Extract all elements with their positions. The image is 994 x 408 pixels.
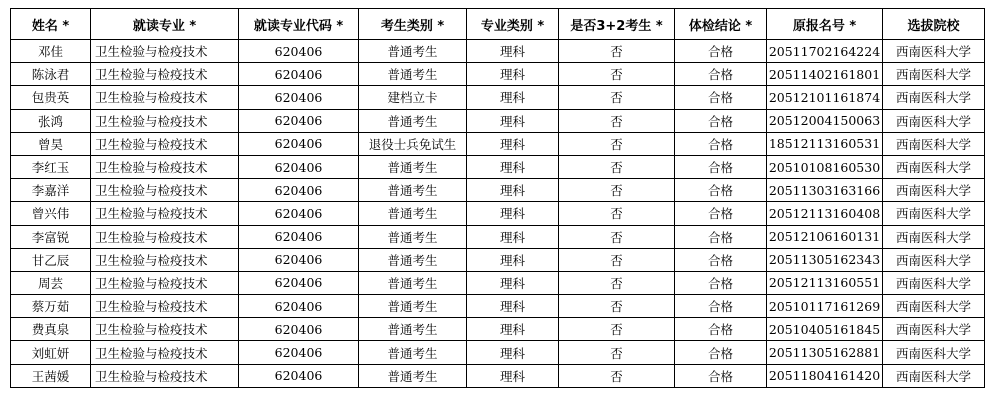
cell-school: 西南医科大学 bbox=[883, 155, 985, 178]
cell-registration-no: 20512106160131 bbox=[767, 225, 883, 248]
cell-3plus2: 否 bbox=[559, 155, 675, 178]
cell-school: 西南医科大学 bbox=[883, 179, 985, 202]
cell-3plus2: 否 bbox=[559, 341, 675, 364]
cell-3plus2: 否 bbox=[559, 202, 675, 225]
cell-major: 卫生检验与检疫技术 bbox=[91, 109, 239, 132]
cell-school: 西南医科大学 bbox=[883, 295, 985, 318]
table-row bbox=[11, 271, 985, 294]
cell-major: 卫生检验与检疫技术 bbox=[91, 248, 239, 271]
cell-3plus2: 否 bbox=[559, 318, 675, 341]
cell-medical-result: 合格 bbox=[675, 40, 767, 63]
table-row bbox=[11, 202, 985, 225]
cell-school: 西南医科大学 bbox=[883, 132, 985, 155]
cell-3plus2: 否 bbox=[559, 248, 675, 271]
cell-candidate-type: 普通考生 bbox=[359, 341, 467, 364]
cell-subject-type: 理科 bbox=[467, 40, 559, 63]
table-row bbox=[11, 155, 985, 178]
cell-major: 卫生检验与检疫技术 bbox=[91, 202, 239, 225]
cell-registration-no: 20512113160551 bbox=[767, 271, 883, 294]
cell-candidate-type: 普通考生 bbox=[359, 364, 467, 387]
cell-3plus2: 否 bbox=[559, 225, 675, 248]
header-subject-type: 专业类别 * bbox=[467, 9, 559, 40]
cell-medical-result: 合格 bbox=[675, 109, 767, 132]
cell-major-code: 620406 bbox=[239, 225, 359, 248]
cell-school: 西南医科大学 bbox=[883, 318, 985, 341]
cell-major-code: 620406 bbox=[239, 40, 359, 63]
cell-subject-type: 理科 bbox=[467, 271, 559, 294]
cell-candidate-type: 普通考生 bbox=[359, 318, 467, 341]
cell-registration-no: 20511702164224 bbox=[767, 40, 883, 63]
cell-3plus2: 否 bbox=[559, 109, 675, 132]
cell-subject-type: 理科 bbox=[467, 179, 559, 202]
cell-major: 卫生检验与检疫技术 bbox=[91, 364, 239, 387]
cell-major: 卫生检验与检疫技术 bbox=[91, 318, 239, 341]
cell-major: 卫生检验与检疫技术 bbox=[91, 295, 239, 318]
cell-major: 卫生检验与检疫技术 bbox=[91, 225, 239, 248]
cell-candidate-type: 普通考生 bbox=[359, 202, 467, 225]
cell-registration-no: 20510108160530 bbox=[767, 155, 883, 178]
cell-candidate-type: 普通考生 bbox=[359, 155, 467, 178]
cell-name: 刘虹妍 bbox=[11, 341, 91, 364]
cell-major-code: 620406 bbox=[239, 202, 359, 225]
cell-major-code: 620406 bbox=[239, 248, 359, 271]
cell-registration-no: 18512113160531 bbox=[767, 132, 883, 155]
cell-registration-no: 20512004150063 bbox=[767, 109, 883, 132]
cell-major: 卫生检验与检疫技术 bbox=[91, 179, 239, 202]
cell-name: 曾昊 bbox=[11, 132, 91, 155]
table-row bbox=[11, 109, 985, 132]
cell-name: 张鸿 bbox=[11, 109, 91, 132]
cell-major-code: 620406 bbox=[239, 63, 359, 86]
cell-major-code: 620406 bbox=[239, 155, 359, 178]
table-row bbox=[11, 179, 985, 202]
table-body bbox=[11, 40, 985, 388]
table-row bbox=[11, 318, 985, 341]
cell-subject-type: 理科 bbox=[467, 109, 559, 132]
cell-medical-result: 合格 bbox=[675, 295, 767, 318]
cell-medical-result: 合格 bbox=[675, 341, 767, 364]
cell-3plus2: 否 bbox=[559, 271, 675, 294]
cell-name: 周芸 bbox=[11, 271, 91, 294]
cell-major: 卫生检验与检疫技术 bbox=[91, 155, 239, 178]
cell-school: 西南医科大学 bbox=[883, 364, 985, 387]
cell-subject-type: 理科 bbox=[467, 295, 559, 318]
cell-major-code: 620406 bbox=[239, 109, 359, 132]
cell-name: 王茜媛 bbox=[11, 364, 91, 387]
cell-medical-result: 合格 bbox=[675, 364, 767, 387]
cell-school: 西南医科大学 bbox=[883, 86, 985, 109]
cell-major-code: 620406 bbox=[239, 341, 359, 364]
cell-major-code: 620406 bbox=[239, 132, 359, 155]
cell-name: 李嘉洋 bbox=[11, 179, 91, 202]
cell-subject-type: 理科 bbox=[467, 364, 559, 387]
header-candidate-type: 考生类别 * bbox=[359, 9, 467, 40]
cell-subject-type: 理科 bbox=[467, 202, 559, 225]
cell-name: 费真泉 bbox=[11, 318, 91, 341]
cell-medical-result: 合格 bbox=[675, 271, 767, 294]
cell-name: 曾兴伟 bbox=[11, 202, 91, 225]
table-row bbox=[11, 86, 985, 109]
cell-3plus2: 否 bbox=[559, 364, 675, 387]
cell-school: 西南医科大学 bbox=[883, 40, 985, 63]
table-row bbox=[11, 40, 985, 63]
cell-major-code: 620406 bbox=[239, 179, 359, 202]
cell-candidate-type: 普通考生 bbox=[359, 295, 467, 318]
header-registration-no: 原报名号 * bbox=[767, 9, 883, 40]
cell-candidate-type: 普通考生 bbox=[359, 271, 467, 294]
cell-candidate-type: 普通考生 bbox=[359, 109, 467, 132]
cell-medical-result: 合格 bbox=[675, 155, 767, 178]
cell-major-code: 620406 bbox=[239, 271, 359, 294]
table-row bbox=[11, 341, 985, 364]
cell-major: 卫生检验与检疫技术 bbox=[91, 86, 239, 109]
header-3plus2: 是否3+2考生 * bbox=[559, 9, 675, 40]
cell-3plus2: 否 bbox=[559, 132, 675, 155]
table-row bbox=[11, 132, 985, 155]
cell-name: 包贵英 bbox=[11, 86, 91, 109]
cell-candidate-type: 普通考生 bbox=[359, 40, 467, 63]
cell-name: 陈泳君 bbox=[11, 63, 91, 86]
cell-school: 西南医科大学 bbox=[883, 63, 985, 86]
cell-major: 卫生检验与检疫技术 bbox=[91, 271, 239, 294]
header-major-code: 就读专业代码 * bbox=[239, 9, 359, 40]
table-row bbox=[11, 364, 985, 387]
cell-subject-type: 理科 bbox=[467, 318, 559, 341]
cell-registration-no: 20511804161420 bbox=[767, 364, 883, 387]
cell-medical-result: 合格 bbox=[675, 63, 767, 86]
cell-school: 西南医科大学 bbox=[883, 109, 985, 132]
cell-major-code: 620406 bbox=[239, 295, 359, 318]
cell-medical-result: 合格 bbox=[675, 202, 767, 225]
cell-school: 西南医科大学 bbox=[883, 341, 985, 364]
cell-medical-result: 合格 bbox=[675, 318, 767, 341]
cell-candidate-type: 普通考生 bbox=[359, 248, 467, 271]
cell-name: 甘乙辰 bbox=[11, 248, 91, 271]
cell-subject-type: 理科 bbox=[467, 132, 559, 155]
cell-subject-type: 理科 bbox=[467, 155, 559, 178]
header-major: 就读专业 * bbox=[91, 9, 239, 40]
cell-registration-no: 20510405161845 bbox=[767, 318, 883, 341]
cell-3plus2: 否 bbox=[559, 86, 675, 109]
table-row bbox=[11, 248, 985, 271]
cell-school: 西南医科大学 bbox=[883, 225, 985, 248]
cell-registration-no: 20511305162881 bbox=[767, 341, 883, 364]
cell-candidate-type: 普通考生 bbox=[359, 179, 467, 202]
cell-name: 邓佳 bbox=[11, 40, 91, 63]
cell-medical-result: 合格 bbox=[675, 132, 767, 155]
cell-registration-no: 20512113160408 bbox=[767, 202, 883, 225]
table-row bbox=[11, 225, 985, 248]
cell-school: 西南医科大学 bbox=[883, 248, 985, 271]
cell-subject-type: 理科 bbox=[467, 225, 559, 248]
cell-3plus2: 否 bbox=[559, 63, 675, 86]
cell-candidate-type: 退役士兵免试生 bbox=[359, 132, 467, 155]
cell-name: 李富锐 bbox=[11, 225, 91, 248]
cell-3plus2: 否 bbox=[559, 179, 675, 202]
cell-major: 卫生检验与检疫技术 bbox=[91, 63, 239, 86]
cell-subject-type: 理科 bbox=[467, 86, 559, 109]
cell-medical-result: 合格 bbox=[675, 179, 767, 202]
cell-candidate-type: 普通考生 bbox=[359, 225, 467, 248]
header-row bbox=[11, 9, 985, 40]
cell-registration-no: 20510117161269 bbox=[767, 295, 883, 318]
header-medical-result: 体检结论 * bbox=[675, 9, 767, 40]
cell-registration-no: 20512101161874 bbox=[767, 86, 883, 109]
cell-major-code: 620406 bbox=[239, 86, 359, 109]
admission-table bbox=[10, 8, 985, 388]
cell-subject-type: 理科 bbox=[467, 341, 559, 364]
cell-candidate-type: 普通考生 bbox=[359, 63, 467, 86]
cell-medical-result: 合格 bbox=[675, 225, 767, 248]
cell-name: 李红玉 bbox=[11, 155, 91, 178]
cell-candidate-type: 建档立卡 bbox=[359, 86, 467, 109]
cell-registration-no: 20511303163166 bbox=[767, 179, 883, 202]
cell-medical-result: 合格 bbox=[675, 248, 767, 271]
cell-major: 卫生检验与检疫技术 bbox=[91, 341, 239, 364]
table-row bbox=[11, 63, 985, 86]
cell-3plus2: 否 bbox=[559, 295, 675, 318]
cell-subject-type: 理科 bbox=[467, 63, 559, 86]
cell-3plus2: 否 bbox=[559, 40, 675, 63]
cell-registration-no: 20511305162343 bbox=[767, 248, 883, 271]
cell-subject-type: 理科 bbox=[467, 248, 559, 271]
cell-school: 西南医科大学 bbox=[883, 202, 985, 225]
cell-major: 卫生检验与检疫技术 bbox=[91, 40, 239, 63]
cell-major-code: 620406 bbox=[239, 364, 359, 387]
cell-major-code: 620406 bbox=[239, 318, 359, 341]
cell-major: 卫生检验与检疫技术 bbox=[91, 132, 239, 155]
cell-school: 西南医科大学 bbox=[883, 271, 985, 294]
cell-name: 蔡万茹 bbox=[11, 295, 91, 318]
header-name: 姓名 * bbox=[11, 9, 91, 40]
cell-registration-no: 20511402161801 bbox=[767, 63, 883, 86]
header-school: 选拔院校 bbox=[883, 9, 985, 40]
cell-medical-result: 合格 bbox=[675, 86, 767, 109]
table-row bbox=[11, 295, 985, 318]
